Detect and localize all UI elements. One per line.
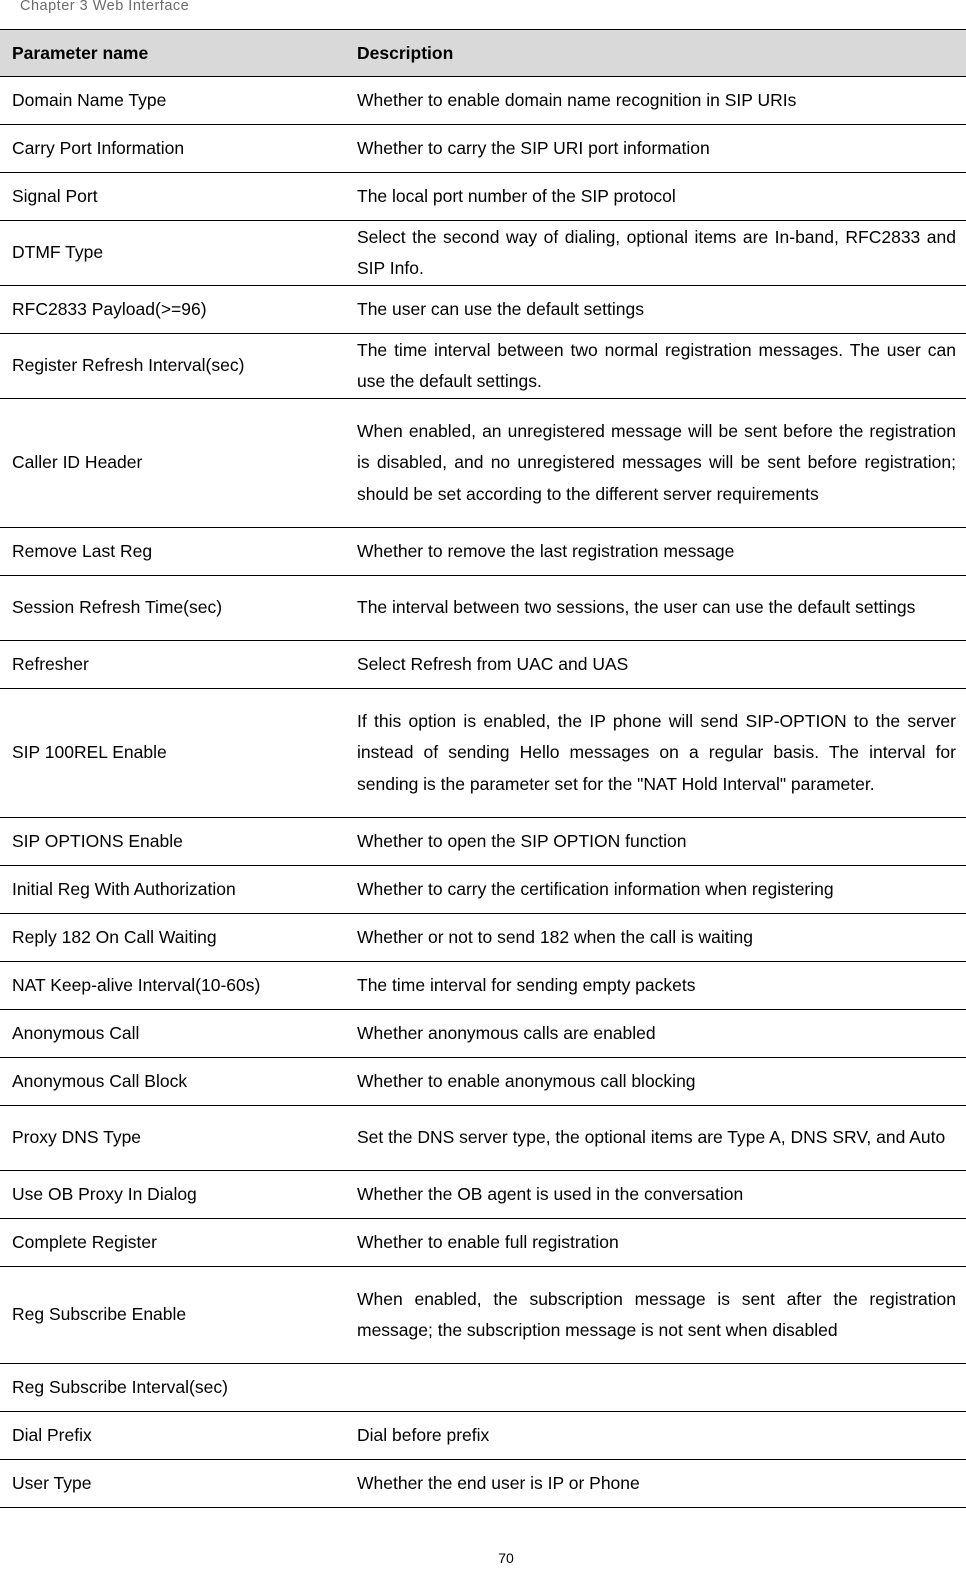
parameter-name: User Type: [0, 1460, 345, 1508]
parameter-description: The interval between two sessions, the user can use the default settings: [345, 576, 966, 641]
table-row: [0, 1267, 966, 1364]
parameter-name: DTMF Type: [0, 221, 345, 286]
parameter-description: When enabled, an unregistered message will be sent before the registration is disabled, and no unregistered messages will be sent before registration; should be set according to the different server requirements: [345, 399, 966, 528]
parameter-description: Dial before prefix: [345, 1412, 966, 1460]
table-row: [0, 1460, 966, 1508]
parameter-name: Caller ID Header: [0, 399, 345, 528]
parameter-name: Refresher: [0, 641, 345, 689]
table-header-row: [0, 30, 966, 77]
table-row: [0, 1412, 966, 1460]
parameter-description: Whether to enable anonymous call blocking: [345, 1058, 966, 1106]
table-row: [0, 77, 966, 125]
parameter-description: Whether anonymous calls are enabled: [345, 1010, 966, 1058]
parameter-name: Initial Reg With Authorization: [0, 866, 345, 914]
parameter-description: Whether the end user is IP or Phone: [345, 1460, 966, 1508]
table-row: [0, 1219, 966, 1267]
parameter-description: Select Refresh from UAC and UAS: [345, 641, 966, 689]
parameter-name: SIP 100REL Enable: [0, 689, 345, 818]
parameter-description: Whether to enable domain name recognition in SIP URIs: [345, 77, 966, 125]
parameter-description: Whether to enable full registration: [345, 1219, 966, 1267]
table-row: [0, 528, 966, 576]
table-row: [0, 818, 966, 866]
parameter-name: NAT Keep-alive Interval(10-60s): [0, 962, 345, 1010]
parameter-name: Signal Port: [0, 173, 345, 221]
parameter-name: Session Refresh Time(sec): [0, 576, 345, 641]
parameter-table: [0, 29, 966, 1508]
parameter-description: Whether to remove the last registration message: [345, 528, 966, 576]
parameter-name: Proxy DNS Type: [0, 1106, 345, 1171]
parameter-description: The user can use the default settings: [345, 286, 966, 334]
table-row: [0, 1010, 966, 1058]
table-row: [0, 1058, 966, 1106]
page-number: 70: [498, 1550, 514, 1566]
parameter-name: Complete Register: [0, 1219, 345, 1267]
parameter-name: Reply 182 On Call Waiting: [0, 914, 345, 962]
parameter-description: If this option is enabled, the IP phone will send SIP-OPTION to the server instead of sending Hello messages on a regular basis. The interval for sending is the parameter set for the "NAT Hold Interval" parameter.: [345, 689, 966, 818]
parameter-description: The local port number of the SIP protocol: [345, 173, 966, 221]
parameter-description: Whether to carry the certification information when registering: [345, 866, 966, 914]
column-header-description: Description: [345, 30, 966, 77]
table-row: [0, 221, 966, 286]
parameter-description: Set the DNS server type, the optional items are Type A, DNS SRV, and Auto: [345, 1106, 966, 1171]
parameter-name: Remove Last Reg: [0, 528, 345, 576]
chapter-header: Chapter 3 Web Interface: [20, 0, 190, 14]
parameter-name: Register Refresh Interval(sec): [0, 334, 345, 399]
table-row: [0, 334, 966, 399]
table-row: [0, 962, 966, 1010]
parameter-description: Whether the OB agent is used in the conversation: [345, 1171, 966, 1219]
table-row: [0, 576, 966, 641]
parameter-description: The time interval for sending empty packets: [345, 962, 966, 1010]
parameter-name: Dial Prefix: [0, 1412, 345, 1460]
parameter-name: Domain Name Type: [0, 77, 345, 125]
parameter-name: Use OB Proxy In Dialog: [0, 1171, 345, 1219]
table-row: [0, 286, 966, 334]
column-header-parameter: Parameter name: [0, 30, 345, 77]
parameter-description: Whether or not to send 182 when the call is waiting: [345, 914, 966, 962]
parameter-name: Carry Port Information: [0, 125, 345, 173]
parameter-name: Reg Subscribe Interval(sec): [0, 1364, 345, 1412]
parameter-description: [345, 1364, 966, 1412]
table-row: [0, 125, 966, 173]
table-row: [0, 1364, 966, 1412]
parameter-name: Anonymous Call: [0, 1010, 345, 1058]
table-row: [0, 866, 966, 914]
parameter-name: RFC2833 Payload(>=96): [0, 286, 345, 334]
parameter-name: Anonymous Call Block: [0, 1058, 345, 1106]
table-row: [0, 1106, 966, 1171]
parameter-name: Reg Subscribe Enable: [0, 1267, 345, 1364]
parameter-description: The time interval between two normal registration messages. The user can use the default settings.: [345, 334, 966, 399]
table-row: [0, 399, 966, 528]
table-row: [0, 689, 966, 818]
table-row: [0, 914, 966, 962]
table-row: [0, 641, 966, 689]
table-row: [0, 1171, 966, 1219]
parameter-description: Select the second way of dialing, optional items are In-band, RFC2833 and SIP Info.: [345, 221, 966, 286]
table-row: [0, 173, 966, 221]
parameter-description: When enabled, the subscription message is sent after the registration message; the subscription message is not sent when disabled: [345, 1267, 966, 1364]
parameter-description: Whether to carry the SIP URI port information: [345, 125, 966, 173]
parameter-description: Whether to open the SIP OPTION function: [345, 818, 966, 866]
parameter-name: SIP OPTIONS Enable: [0, 818, 345, 866]
